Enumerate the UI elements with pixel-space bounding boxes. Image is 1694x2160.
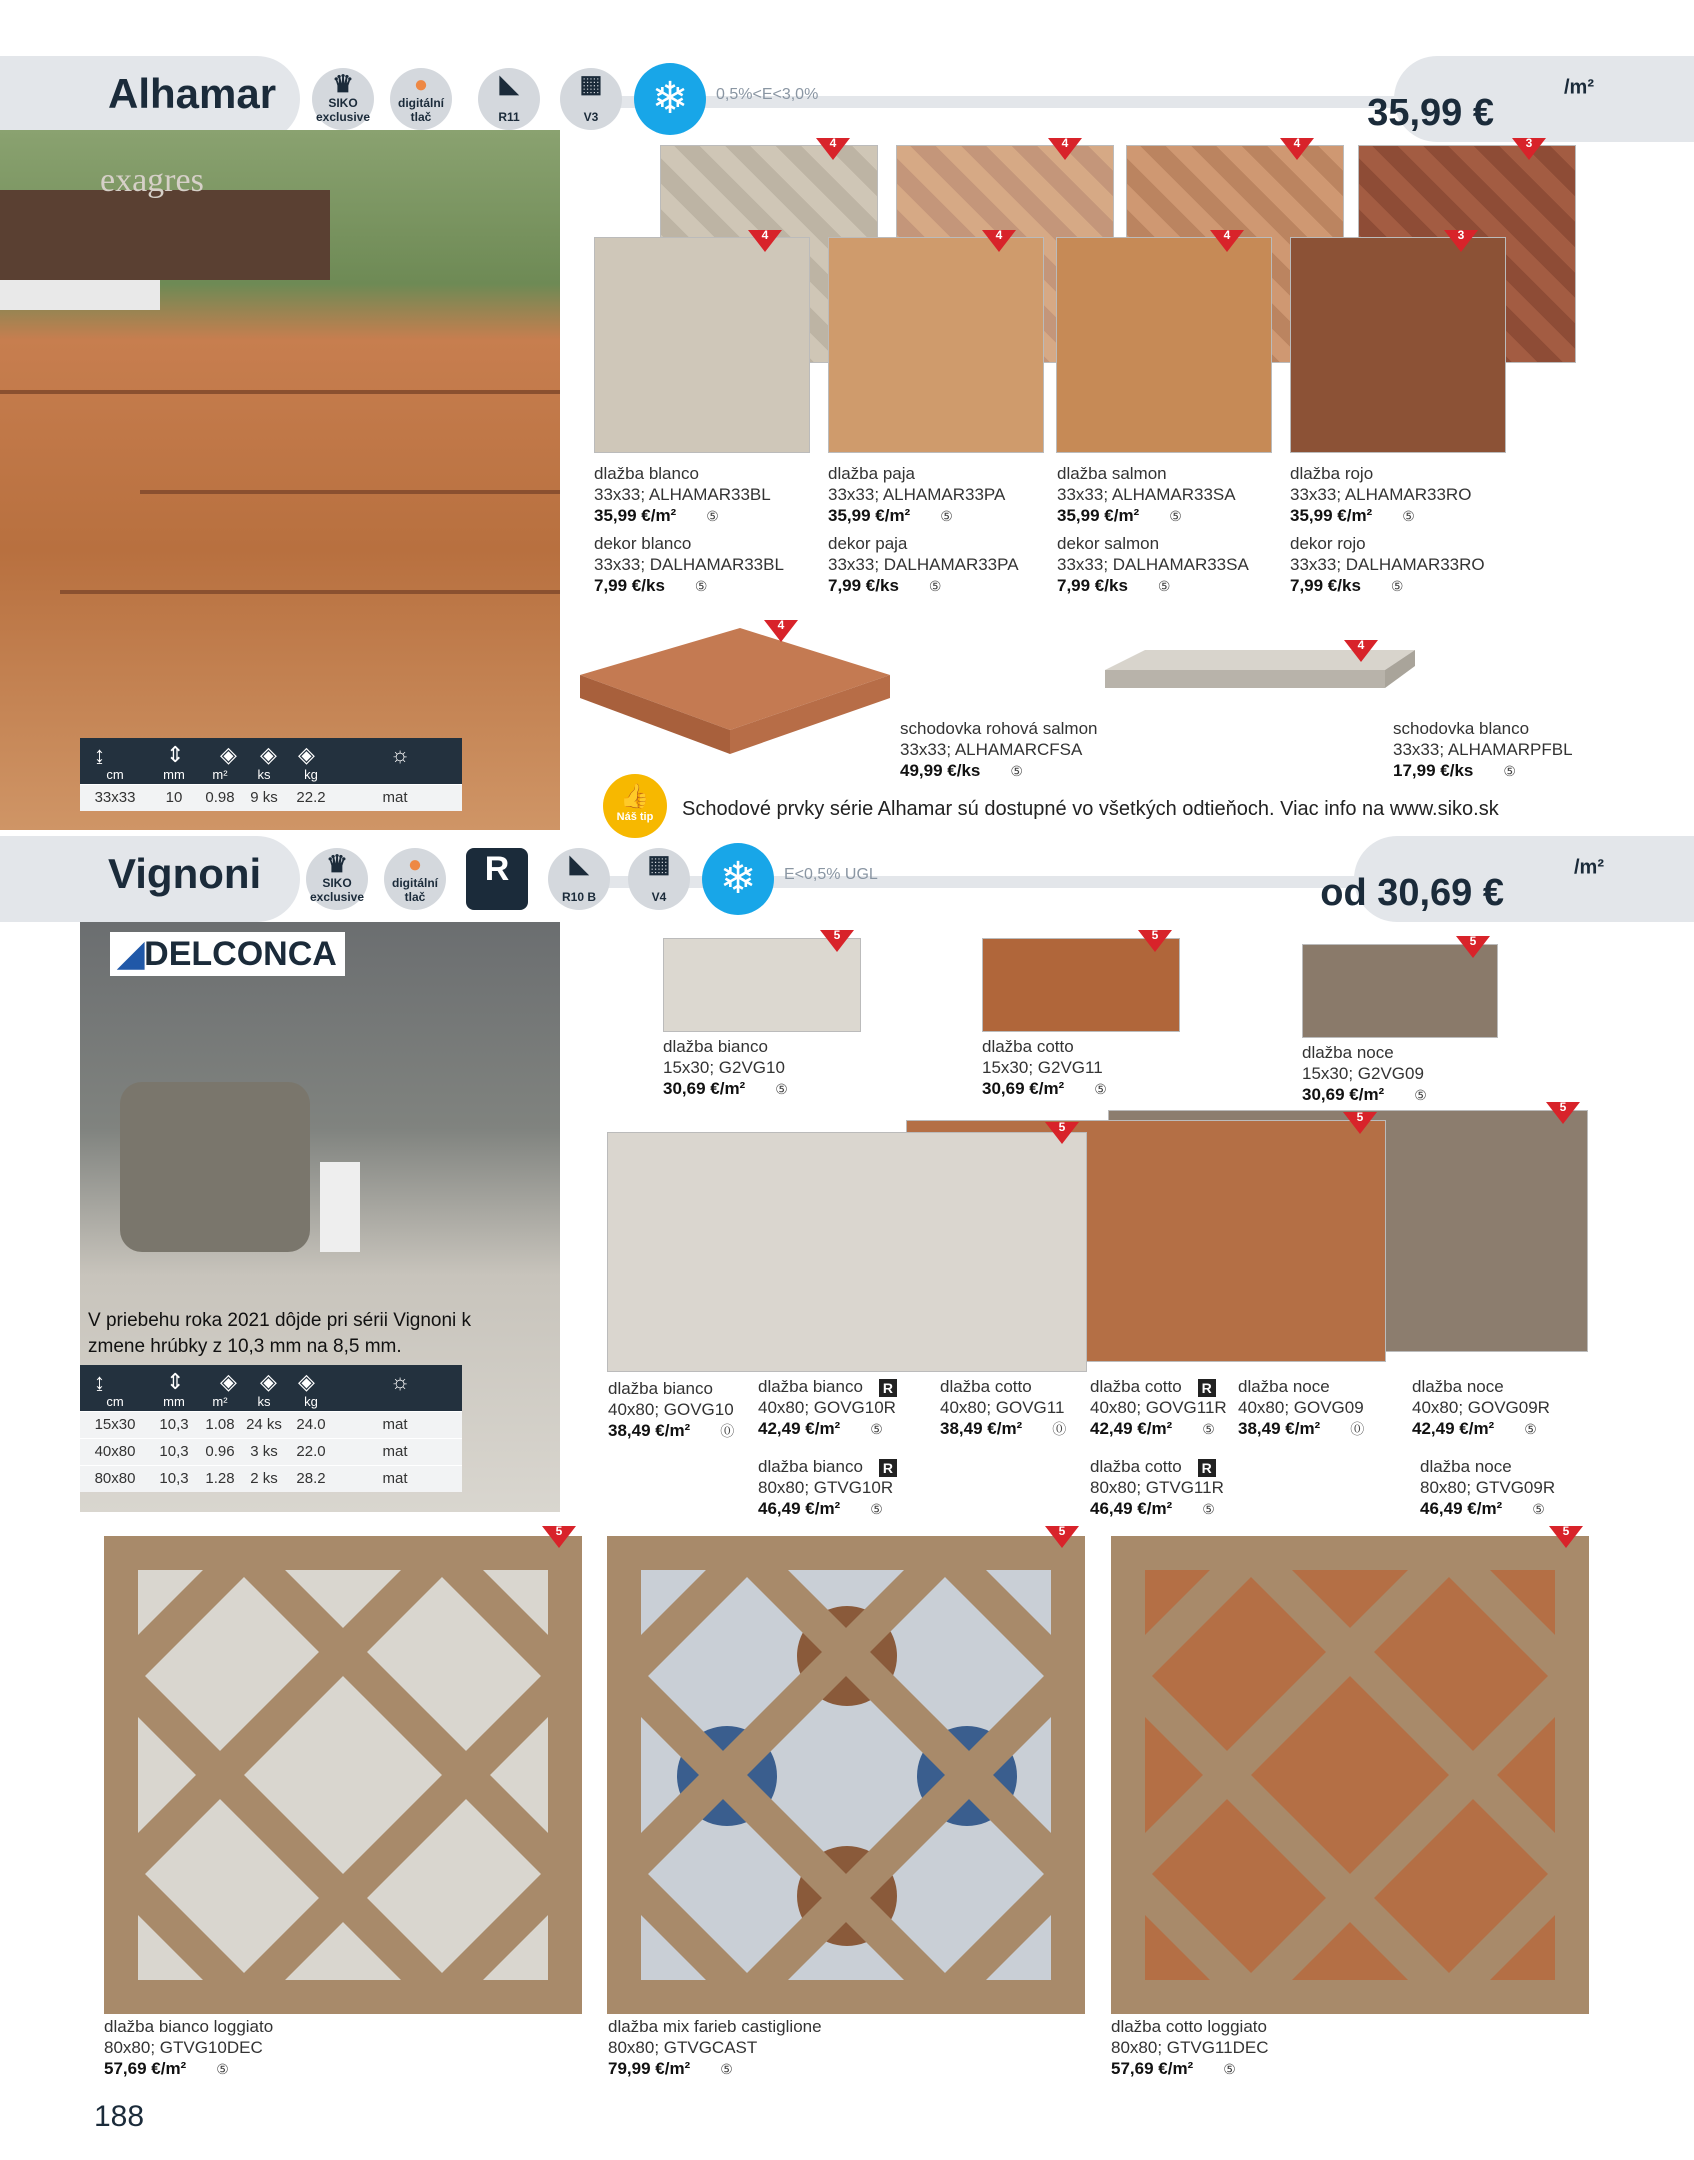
vignoni-title: Vignoni bbox=[108, 850, 262, 897]
siko-exclusive-icon: ♛ SIKO exclusive bbox=[312, 68, 374, 130]
page-number: 188 bbox=[94, 2100, 145, 2133]
exagres-logo: exagres bbox=[100, 162, 204, 199]
alhamar-lifestyle-photo bbox=[0, 130, 560, 830]
alhamar-price: 35,99 € bbox=[1367, 92, 1494, 134]
tile-paja bbox=[828, 237, 1044, 453]
decor-caption: dlažba mix farieb castiglione 80x80; GTVGCAST 79,99 €/m² ⑤ bbox=[608, 2017, 822, 2078]
tile-badge: 4 bbox=[982, 230, 1016, 252]
rectified-icon: R bbox=[466, 848, 528, 910]
alhamar-spec-table: ↨ ⇕ ◈ ◈ ◈ ☼ cm mm m² ks kg 33x33 10 0.98 9 ks 22.2 mat bbox=[80, 738, 462, 811]
stair-caption: schodovka blanco 33x33; ALHAMARPFBL 17,99 €/ks ⑤ bbox=[1393, 719, 1573, 780]
stair-corner-image bbox=[580, 620, 900, 760]
decor-badge: 4 bbox=[1280, 138, 1314, 160]
tip-badge: 👍 Náš tip bbox=[603, 774, 667, 838]
tile-caption: dlažba noce 40x80; GOVG09R 42,49 €/m² ⑤ bbox=[1412, 1377, 1550, 1438]
stair-caption: schodovka rohová salmon 33x33; ALHAMARCFSA 49,99 €/ks ⑤ bbox=[900, 719, 1098, 780]
tile-15x30-bianco bbox=[663, 938, 861, 1032]
vignoni-price: od 30,69 € bbox=[1320, 872, 1504, 914]
tile-badge: 4 bbox=[748, 230, 782, 252]
stair-badge: 4 bbox=[764, 620, 798, 642]
tile-badge: 5 bbox=[1546, 1102, 1580, 1124]
tile-blanco bbox=[594, 237, 810, 453]
alhamar-price-box: 35,99 € $^{/m^2}$ bbox=[1394, 56, 1694, 142]
rectified-icon: R bbox=[879, 1379, 897, 1397]
frost-resistant-icon: ❄ bbox=[634, 63, 706, 135]
vignoni-spec-table: ↨ ⇕ ◈ ◈ ◈ ☼ cm mm m² ks kg 15x30 10,3 1.08 24 ks 24.0 mat 40x80 10,3 0.96 3 ks 22.0 mat 80x80 10,3 1.28 2 ks 28.2 mat bbox=[80, 1365, 462, 1492]
rectified-icon: R bbox=[879, 1459, 897, 1477]
vignoni-frost-range: E<0,5% UGL bbox=[784, 866, 878, 883]
tile-badge: 5 bbox=[1456, 936, 1490, 958]
tile-badge: 5 bbox=[820, 930, 854, 952]
tile-caption: dlažba rojo 33x33; ALHAMAR33RO 35,99 €/m² ⑤ dekor rojo 33x33; DALHAMAR33RO 7,99 €/ks ⑤ bbox=[1290, 464, 1485, 595]
tile-15x30-noce bbox=[1302, 944, 1498, 1038]
tile-badge: 3 bbox=[1444, 230, 1478, 252]
shade-variation-icon: ▦ V3 bbox=[560, 68, 622, 130]
siko-exclusive-icon: ♛ SIKO exclusive bbox=[306, 848, 368, 910]
digital-print-icon: ● digitální tlač bbox=[390, 68, 452, 130]
decor-badge: 4 bbox=[816, 138, 850, 160]
decor-caption: dlažba cotto loggiato 80x80; GTVG11DEC 57,69 €/m² ⑤ bbox=[1111, 2017, 1269, 2078]
tip-text: Schodové prvky série Alhamar sú dostupné vo všetkých odtieňoch. Viac info na www.siko.sk bbox=[682, 798, 1499, 820]
tile-caption: dlažba blanco 33x33; ALHAMAR33BL 35,99 €/m² ⑤ dekor blanco 33x33; DALHAMAR33BL 7,99 €/ks ⑤ bbox=[594, 464, 784, 595]
tile-badge: 5 bbox=[1045, 1122, 1079, 1144]
thumbs-up-icon: 👍 bbox=[620, 783, 650, 810]
slip-resistance-icon: ◣ R10 B bbox=[548, 848, 610, 910]
spec-row: 33x33 10 0.98 9 ks 22.2 mat bbox=[80, 784, 462, 811]
decor-badge: 3 bbox=[1512, 138, 1546, 160]
tile-caption: dlažba noce 80x80; GTVG09R 46,49 €/m² ⑤ bbox=[1420, 1457, 1556, 1518]
tile-badge: 5 bbox=[542, 1526, 576, 1548]
decor-castiglione-image bbox=[607, 1536, 1085, 2014]
tile-badge: 5 bbox=[1045, 1526, 1079, 1548]
slip-resistance-icon: ◣ R11 bbox=[478, 68, 540, 130]
tile-caption: dlažba cotto R 80x80; GTVG11R 46,49 €/m² ⑤ bbox=[1090, 1457, 1224, 1518]
tile-salmon bbox=[1056, 237, 1272, 453]
rectified-icon: R bbox=[1198, 1379, 1216, 1397]
tile-caption: dlažba cotto 40x80; GOVG11 38,49 €/m² ⓪ bbox=[940, 1377, 1067, 1438]
tile-badge: 4 bbox=[1210, 230, 1244, 252]
tile-caption: dlažba noce 15x30; G2VG09 30,69 €/m² ⑤ bbox=[1302, 1043, 1427, 1104]
tile-caption: dlažba salmon 33x33; ALHAMAR33SA 35,99 €/m² ⑤ dekor salmon 33x33; DALHAMAR33SA 7,99 €/ks ⑤ bbox=[1057, 464, 1249, 595]
tile-40x80-bianco bbox=[607, 1132, 1087, 1372]
frost-resistant-icon: ❄ bbox=[702, 843, 774, 915]
spec-row: 15x30 10,3 1.08 24 ks 24.0 mat bbox=[80, 1411, 462, 1438]
tile-caption: dlažba bianco 15x30; G2VG10 30,69 €/m² ⑤ bbox=[663, 1037, 788, 1098]
tile-badge: 5 bbox=[1343, 1112, 1377, 1134]
spec-row: 80x80 10,3 1.28 2 ks 28.2 mat bbox=[80, 1465, 462, 1492]
vignoni-price-box: od 30,69 € $^{/m^2}$ bbox=[1354, 836, 1694, 922]
alhamar-frost-range: 0,5%<E<3,0% bbox=[716, 86, 819, 103]
shade-variation-icon: ▦ V4 bbox=[628, 848, 690, 910]
tile-caption: dlažba paja 33x33; ALHAMAR33PA 35,99 €/m² ⑤ dekor paja 33x33; DALHAMAR33PA 7,99 €/ks ⑤ bbox=[828, 464, 1019, 595]
tile-caption: dlažba bianco 40x80; GOVG10 38,49 €/m² ⓪ bbox=[608, 1379, 735, 1440]
tile-badge: 5 bbox=[1138, 930, 1172, 952]
alhamar-title: Alhamar bbox=[108, 70, 277, 117]
decor-caption: dlažba bianco loggiato 80x80; GTVG10DEC 57,69 €/m² ⑤ bbox=[104, 2017, 274, 2078]
tile-caption: dlažba bianco R 80x80; GTVG10R 46,49 €/m² ⑤ bbox=[758, 1456, 897, 1520]
tile-badge: 5 bbox=[1549, 1526, 1583, 1548]
vignoni-header bbox=[0, 836, 1694, 922]
digital-print-icon: ● digitální tlač bbox=[384, 848, 446, 910]
tile-rojo bbox=[1290, 237, 1506, 453]
tile-caption: dlažba noce 40x80; GOVG09 38,49 €/m² ⓪ bbox=[1238, 1377, 1365, 1438]
tile-caption: dlažba bianco R 40x80; GOVG10R 42,49 €/m² ⑤ bbox=[758, 1377, 896, 1438]
decor-cotto-loggiato-image bbox=[1111, 1536, 1589, 2014]
decor-bianco-loggiato-image bbox=[104, 1536, 582, 2014]
spec-row: 40x80 10,3 0.96 3 ks 22.0 mat bbox=[80, 1438, 462, 1465]
tile-15x30-cotto bbox=[982, 938, 1180, 1032]
rectified-icon: R bbox=[1198, 1459, 1216, 1477]
tile-caption: dlažba cotto R 40x80; GOVG11R 42,49 €/m² ⑤ bbox=[1090, 1377, 1227, 1438]
decor-badge: 4 bbox=[1048, 138, 1082, 160]
delconca-logo: ◢DELCONCA bbox=[110, 932, 345, 976]
tile-caption: dlažba cotto 15x30; G2VG11 30,69 €/m² ⑤ bbox=[982, 1037, 1107, 1098]
stair-badge: 4 bbox=[1344, 640, 1378, 662]
vignoni-note: V priebehu roka 2021 dôjde pri sérii Vignoni k zmene hrúbky z 10,3 mm na 8,5 mm. bbox=[88, 1310, 472, 1357]
